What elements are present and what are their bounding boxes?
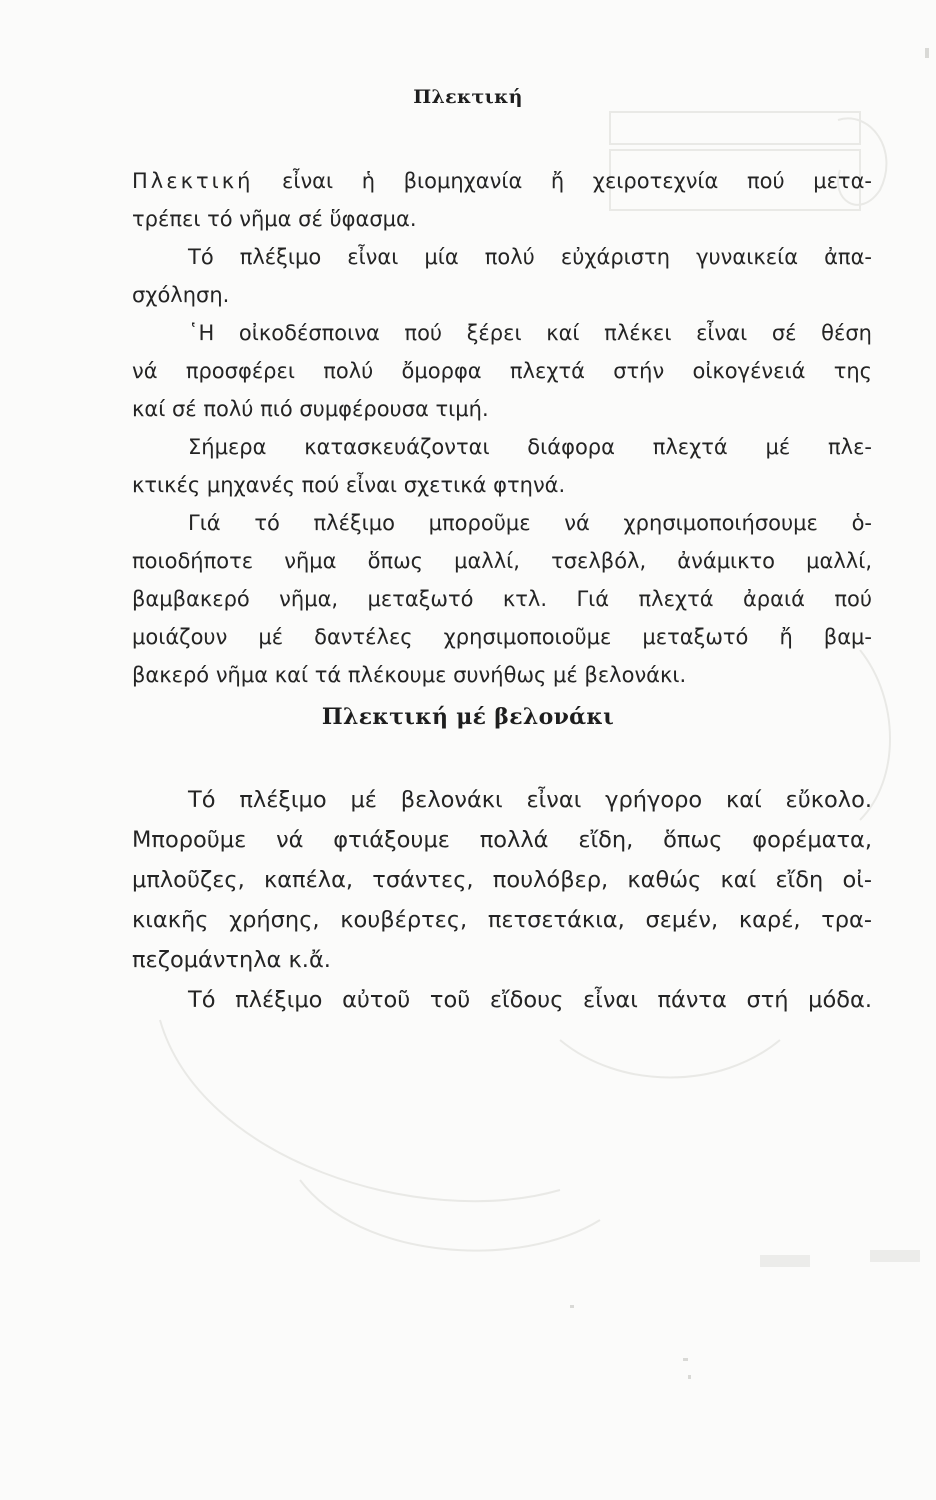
- intro-line-11: ποιοδήποτε νῆμα ὅπως μαλλί, τσελβόλ, ἀνάμικτο μαλλί,: [132, 549, 872, 573]
- section-line-6: Τό πλέξιμο αὐτοῦ τοῦ εἴδους εἶναι πάντα στή μόδα.: [188, 987, 872, 1013]
- intro-line-3: Τό πλέξιμο εἶναι μία πολύ εὐχάριστη γυναικεία ἀπα-: [188, 245, 872, 269]
- section-title: Πλεκτική μέ βελονάκι: [321, 704, 615, 730]
- section-line-1: Τό πλέξιμο μέ βελονάκι εἶναι γρήγορο καί εὔκολο.: [188, 787, 872, 813]
- page-title: Πλεκτική: [413, 86, 523, 108]
- section-line-4: κιακῆς χρήσης, κουβέρτες, πετσετάκια, σεμέν, καρέ, τρα-: [132, 907, 872, 933]
- intro-line-5: ῾Η οἰκοδέσποινα πού ξέρει καί πλέκει εἶναι σέ θέση: [188, 321, 872, 345]
- section-line-5: πεζομάντηλα κ.ἄ.: [132, 947, 331, 973]
- section-line-3: μπλοῦζες, καπέλα, τσάντες, πουλόβερ, καθώς καί εἴδη οἰ-: [132, 867, 872, 893]
- intro-line-6: νά προσφέρει πολύ ὄμορφα πλεχτά στήν οἰκογένειά της: [132, 359, 872, 383]
- intro-line-10: Γιά τό πλέξιμο μποροῦμε νά χρησιμοποιήσουμε ὁ-: [188, 511, 872, 535]
- section-paragraphs: [132, 780, 872, 1020]
- intro-line-12: βαμβακερό νῆμα, μεταξωτό κτλ. Γιά πλεχτά ἀραιά πού: [132, 587, 872, 611]
- intro-line-2: τρέπει τό νῆμα σέ ὕφασμα.: [132, 207, 417, 231]
- intro-paragraphs: [132, 162, 872, 694]
- intro-line-14: βακερό νῆμα καί τά πλέκουμε συνήθως μέ βελονάκι.: [132, 663, 687, 687]
- intro-line-7: καί σέ πολύ πιό συμφέρουσα τιμή.: [132, 397, 489, 421]
- intro-line-9: κτικές μηχανές πού εἶναι σχετικά φτηνά.: [132, 473, 566, 497]
- intro-line-8: Σήμερα κατασκευάζονται διάφορα πλεχτά μέ πλε-: [188, 435, 872, 459]
- intro-line-1: [132, 162, 872, 200]
- intro-line-4: σχόληση.: [132, 283, 230, 307]
- intro-line-13: μοιάζουν μέ δαντέλες χρησιμοποιοῦμε μεταξωτό ἤ βαμ-: [132, 625, 872, 649]
- section-line-2: Μποροῦμε νά φτιάξουμε πολλά εἴδη, ὅπως φορέματα,: [132, 827, 872, 853]
- intro-first-word: Πλεκτική: [132, 169, 254, 193]
- intro-line-1-text: εἶναι ἡ βιομηχανία ἤ χειροτεχνία πού μετα-: [253, 169, 872, 193]
